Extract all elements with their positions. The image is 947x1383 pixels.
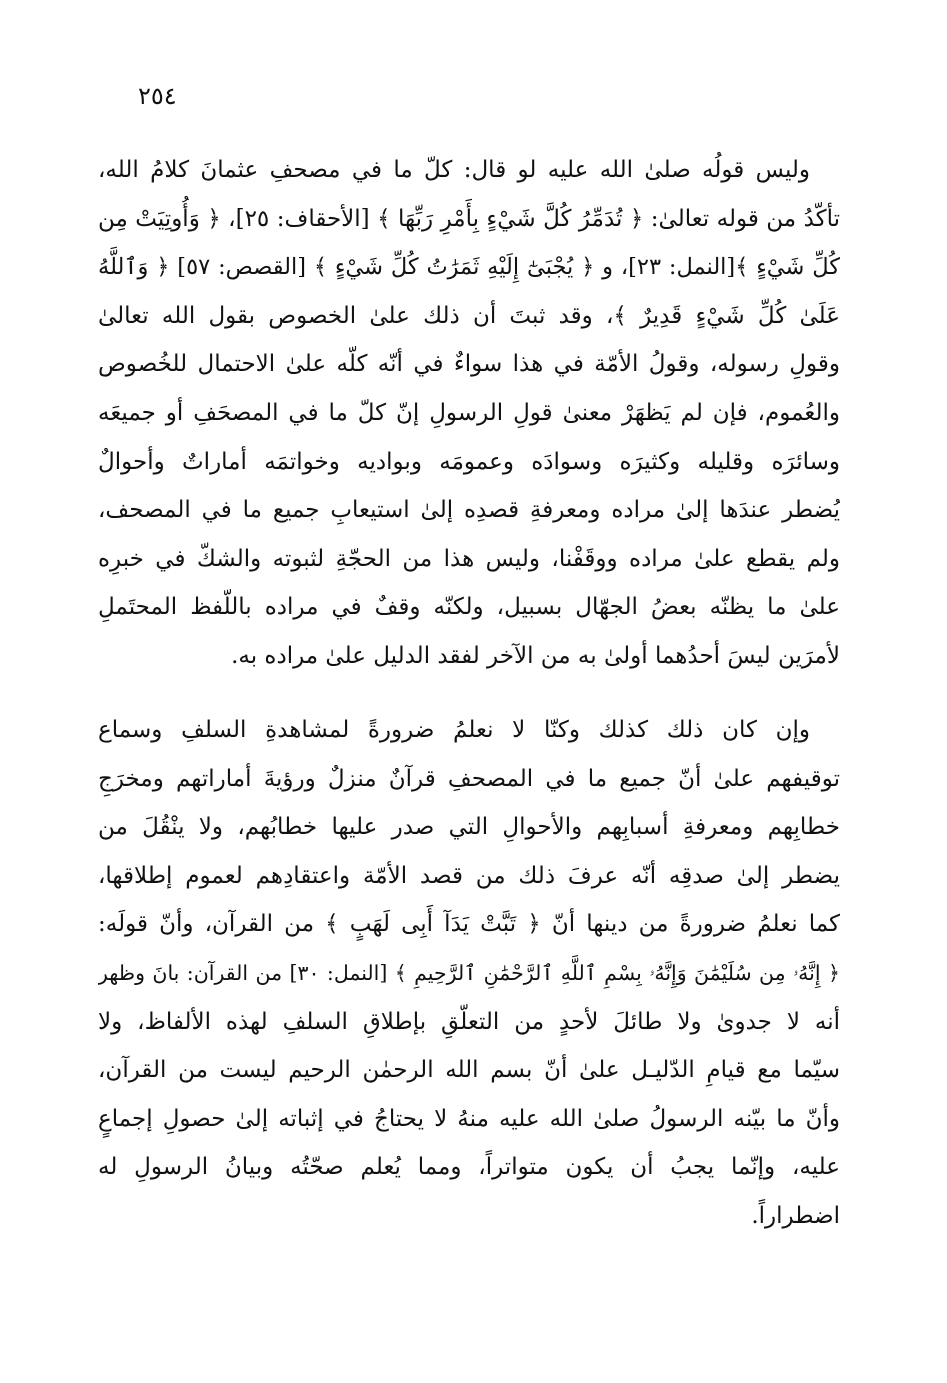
paragraph-line: يُضطر عندَها إلىٰ مراده ومعرفةِ قصدِه إلىٰ استيعابِ جميع ما في المصحف، — [98, 497, 840, 524]
paragraph-line: كما نعلمُ ضرورةً من دينها أنّ ﴿ تَبَّتْ يَدَآ أَبِى لَهَبٍ ﴾ من القرآن، وأنّ قولَه: — [98, 911, 840, 938]
paragraph-line: وقولِ رسوله، وقولُ الأمّة في هذا سواءٌ في أنّه كلّه علىٰ الاحتمال للخُصوص — [98, 351, 840, 378]
paragraph-line: أنه لا جدوىٰ ولا طائلَ لأحدٍ من التعلّقِ بإطلاقِ السلفِ لهذه الألفاظ، ولا — [98, 1008, 840, 1035]
paragraph-line: توقيفهم علىٰ أنّ جميع ما في المصحفِ قرآنٌ منزلٌ ورؤيةَ أماراتهم ومخرَجِ — [98, 765, 840, 792]
paragraph-line: وإن كان ذلك كذلك وكنّا لا نعلمُ ضرورةً لمشاهدةِ السلفِ وسماع — [98, 717, 810, 743]
paragraph-line: علىٰ ما يظنّه بعضُ الجهّال بسبيل، ولكنّه وقفٌ في مراده باللّفظ المحتَملِ — [98, 594, 840, 621]
paragraph-line: تأكّدُ من قوله تعالىٰ: ﴿ تُدَمِّرُ كُلَّ شَيْءٍ بِأَمْرِ رَبِّهَا ﴾ [الأحقاف: ٢٥]، ﴿ وَأُوتِيَتْ مِن — [98, 205, 840, 232]
paragraph-line: سيّما مع قيامِ الدّليـل علىٰ أنّ بسم الله الرحمٰن الرحيم ليست من القرآن، — [98, 1057, 840, 1084]
paragraph-1 — [98, 146, 840, 681]
paragraph-line: اضطراراً. — [751, 1202, 840, 1229]
paragraph-line: وسائرَه وقليله وكثيرَه وسوادَه وعمومَه وبواديه وخواتمَه أماراتٌ وأحوالٌ — [98, 448, 840, 475]
paragraph-line: ولم يقطع علىٰ مراده ووقَفْنا، وليس هذا من الحجّةِ لثبوته والشكّ في خبرِه — [98, 545, 840, 572]
paragraph-line: والعُموم، فإن لم يَظهَرْ معنىٰ قولِ الرسولِ إنّ كلّ ما في المصحَفِ أو جميعَه — [98, 399, 840, 426]
page-number: ٢٥٤ — [138, 82, 177, 110]
paragraph-line: وليس قولُه صلىٰ الله عليه لو قال: كلّ ما في مصحفِ عثمانَ كلامُ الله، — [98, 157, 810, 183]
paragraph-line: وأنّ ما بيّنه الرسولُ صلىٰ الله عليه منهُ لا يحتاجُ في إثباته إلىٰ حصولِ إجماعٍ — [98, 1105, 840, 1132]
paragraph-line: ﴿ إِنَّهُۥ مِن سُلَيْمَٰنَ وَإِنَّهُۥ بِسْمِ ٱللَّهِ ٱلرَّحْمَٰنِ ٱلرَّحِيمِ ﴾ [النمل: ٣٠] من القرآن: بانَ وظهر — [98, 960, 840, 985]
paragraph-line: عليه، وإنّما يجبُ أن يكون متواتراً، ومما يُعلم صحّتُه وبيانُ الرسولِ له — [98, 1154, 840, 1181]
paragraph-line: لأمرَين ليسَ أحدُهما أولىٰ به من الآخر لفقد الدليل علىٰ مراده به. — [231, 642, 840, 669]
paragraph-line: يضطر إلىٰ صدقِه أنّه عرفَ ذلك من قصد الأمّة واعتقادِهم لعموم إطلاقها، — [98, 862, 840, 889]
paragraph-line: خطابِهم ومعرفةِ أسبابِهم والأحوالِ التي صدر عليها خطابُهم، ولا ينْقُلَ من — [98, 814, 840, 841]
paragraph-2 — [98, 706, 840, 1241]
paragraph-line: كُلِّ شَيْءٍ ﴾[النمل: ٢٣]، و ﴿ يُجْبَىٰٓ إِلَيْهِ ثَمَرَٰتُ كُلِّ شَيْءٍ ﴾ [القصص: ٥٧] ﴿ وَٱللَّهُ — [98, 254, 840, 281]
paragraph-line: عَلَىٰ كُلِّ شَيْءٍ قَدِيرٌ ﴾، وقد ثبتَ أن ذلك علىٰ الخصوص بقول الله تعالىٰ — [98, 302, 840, 329]
